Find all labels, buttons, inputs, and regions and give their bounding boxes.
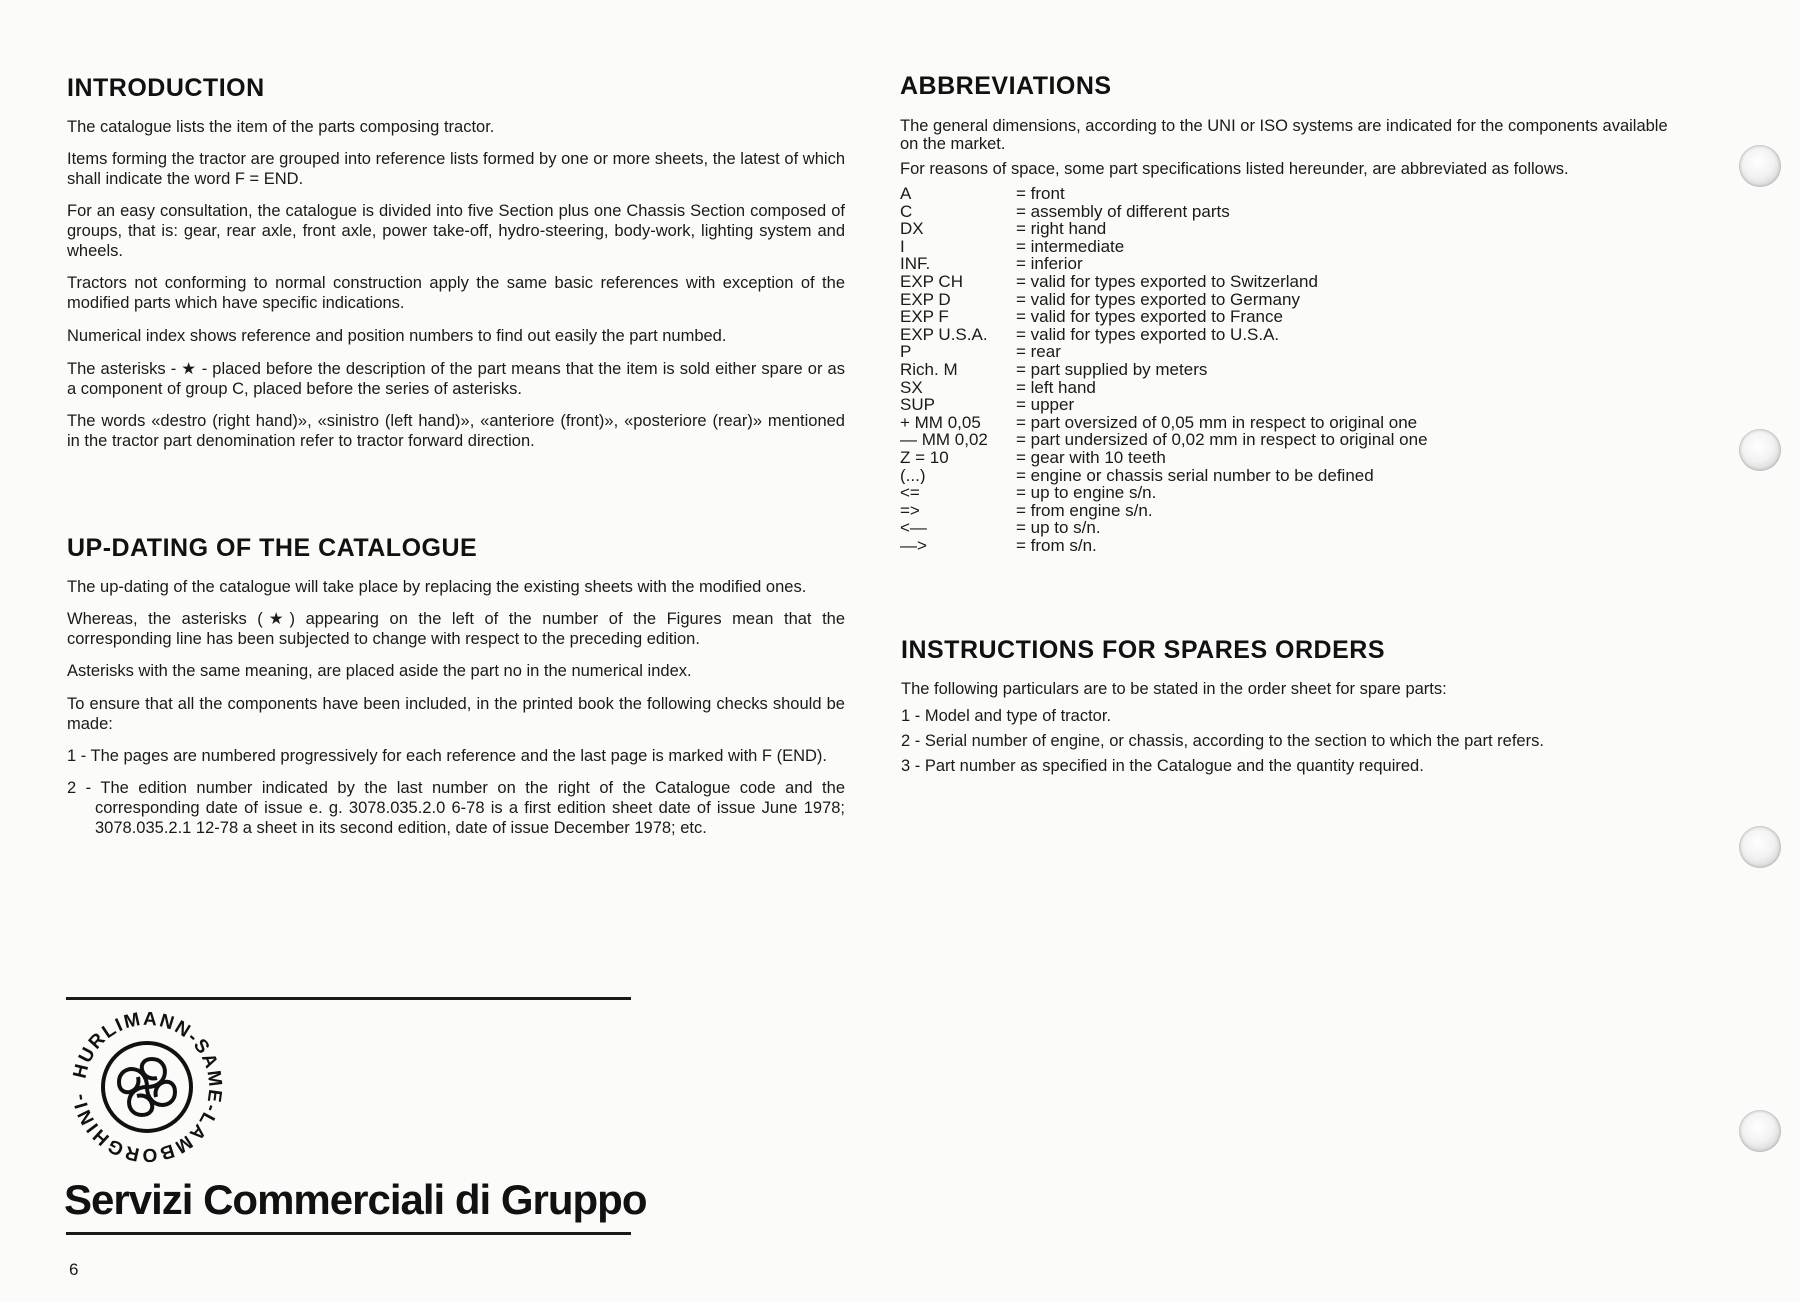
abbreviation-key: DX xyxy=(900,220,924,238)
abbreviation-key: — MM 0,02 xyxy=(900,431,988,449)
abbreviation-value: = from s/n. xyxy=(1016,535,1097,555)
abbreviation-value: = part undersized of 0,02 mm in respect to original one xyxy=(1016,430,1428,450)
abbreviation-value: = front xyxy=(1016,184,1065,203)
abbreviation-key: (...) xyxy=(900,466,926,485)
abbreviation-value: = up to engine s/n. xyxy=(1016,483,1157,503)
paragraph: The words «destro (right hand)», «sinistro (left hand)», «anteriore (front)», «posteriore (rear)» mentioned in the tractor part denomination refer to tractor forward direction. xyxy=(67,412,845,450)
paragraph: Asterisks with the same meaning, are placed aside the part no in the numerical index. xyxy=(67,662,692,680)
abbreviation-row xyxy=(900,326,1680,344)
instructions-heading: INSTRUCTIONS FOR SPARES ORDERS xyxy=(901,636,1386,664)
check-item: 1 - The pages are numbered progressively for each reference and the last page is marked with F (END). xyxy=(67,747,827,765)
logo-emblem-icon xyxy=(103,1043,191,1131)
abbreviation-value: = rear xyxy=(1016,342,1061,362)
abbreviation-key: Rich. M xyxy=(900,360,958,379)
abbreviation-row xyxy=(900,449,1680,467)
abbreviation-value: = engine or chassis serial number to be defined xyxy=(1016,465,1374,485)
abbreviations-section xyxy=(900,72,1680,554)
paragraph: The asterisks - ★ - placed before the description of the part means that the item is sold either spare or as a component of group C, placed before the series of asterisks. xyxy=(67,360,845,398)
instructions-section xyxy=(901,636,1681,776)
abbreviation-value: = gear with 10 teeth xyxy=(1016,447,1166,467)
paragraph: For an easy consultation, the catalogue is divided into five Section plus one Chassis Section composed of groups, that is: gear, rear axle, front axle, power take-off, hydro-steering, body-work, lighting system and wheels. xyxy=(67,202,845,260)
abbreviation-row xyxy=(900,467,1680,485)
binder-hole xyxy=(1739,826,1781,868)
abbreviation-key: EXP CH xyxy=(900,272,963,291)
abbreviation-row xyxy=(900,519,1680,537)
abbreviation-value: = valid for types exported to France xyxy=(1016,307,1283,327)
group-logo xyxy=(62,1004,232,1170)
updating-heading: UP-DATING OF THE CATALOGUE xyxy=(67,534,478,562)
paragraph: Whereas, the asterisks (★) appearing on the left of the number of the Figures mean that the corresponding line has been subjected to change with respect to the preceding edition. xyxy=(67,610,845,648)
order-item: 3 - Part number as specified in the Catalogue and the quantity required. xyxy=(901,757,1424,775)
paragraph: The catalogue lists the item of the parts composing tractor. xyxy=(67,118,495,136)
abbreviations-heading: ABBREVIATIONS xyxy=(900,72,1112,100)
abbreviation-key: A xyxy=(900,185,912,203)
paragraph: Tractors not conforming to normal construction apply the same basic references with exception of the modified parts which have specific indications. xyxy=(67,274,845,312)
abbreviation-key: I xyxy=(900,237,905,256)
abbreviation-row xyxy=(900,291,1680,309)
abbreviation-row xyxy=(900,203,1680,221)
bottom-divider xyxy=(66,1232,631,1235)
logo-ring-text: HURLIMANN-SAME-LAMBORGHINI- xyxy=(69,1008,226,1166)
binder-hole xyxy=(1739,145,1781,187)
company-name: Servizi Commerciali di Gruppo xyxy=(64,1176,647,1223)
abbreviation-row xyxy=(900,273,1680,291)
paragraph: The up-dating of the catalogue will take place by replacing the existing sheets with the modified ones. xyxy=(67,578,807,596)
abbreviation-key: EXP F xyxy=(900,308,949,326)
abbreviation-value: = assembly of different parts xyxy=(1016,201,1230,221)
abbreviation-row xyxy=(900,343,1680,361)
abbreviation-row xyxy=(900,431,1680,449)
abbreviation-value: = valid for types exported to Germany xyxy=(1016,289,1300,309)
abbreviation-row xyxy=(900,220,1680,238)
abbreviation-value: = left hand xyxy=(1016,377,1096,397)
page-number: 6 xyxy=(69,1260,79,1279)
abbreviation-value: = part supplied by meters xyxy=(1016,359,1208,379)
abbreviation-row xyxy=(900,396,1680,414)
introduction-heading: INTRODUCTION xyxy=(67,74,265,102)
abbreviation-key: + MM 0,05 xyxy=(900,413,981,432)
abbreviation-key: SUP xyxy=(900,396,935,414)
paragraph: For reasons of space, some part specifications listed hereunder, are abbreviated as follows. xyxy=(900,160,1569,178)
abbreviation-value: = right hand xyxy=(1016,219,1107,239)
abbreviation-row xyxy=(900,379,1680,397)
paragraph: The general dimensions, according to the UNI or ISO systems are indicated for the components available on the market. xyxy=(900,117,1668,153)
abbreviation-value: = part oversized of 0,05 mm in respect to original one xyxy=(1016,412,1418,432)
top-divider xyxy=(66,997,631,1000)
abbreviation-row xyxy=(900,484,1680,502)
abbreviation-row xyxy=(900,185,1680,203)
order-item: 2 - Serial number of engine, or chassis, according to the section to which the part refers. xyxy=(901,732,1544,750)
abbreviation-value: = valid for types exported to U.S.A. xyxy=(1016,324,1280,344)
abbreviation-row xyxy=(900,255,1680,273)
abbreviation-key: INF. xyxy=(900,255,931,273)
abbreviation-value: = up to s/n. xyxy=(1016,518,1101,538)
abbreviation-key: P xyxy=(900,343,912,361)
paragraph: Items forming the tractor are grouped into reference lists formed by one or more sheets, the latest of which shall indicate the word F = END. xyxy=(67,150,845,188)
abbreviation-value: = valid for types exported to Switzerland xyxy=(1016,271,1318,291)
introduction-section xyxy=(67,74,845,451)
abbreviation-key: —> xyxy=(900,536,927,555)
abbreviation-key: C xyxy=(900,202,913,221)
abbreviation-row xyxy=(900,238,1680,256)
abbreviation-value: = from engine s/n. xyxy=(1016,500,1153,520)
abbreviation-value: = intermediate xyxy=(1016,236,1125,256)
abbreviation-key: SX xyxy=(900,378,923,397)
abbreviation-row xyxy=(900,361,1680,379)
abbreviation-key: <= xyxy=(900,484,920,502)
abbreviation-row xyxy=(900,502,1680,520)
abbreviation-row xyxy=(900,308,1680,326)
binder-hole xyxy=(1739,1110,1781,1152)
abbreviation-key: <— xyxy=(900,519,927,537)
paragraph: The following particulars are to be stated in the order sheet for spare parts: xyxy=(901,680,1447,698)
paragraph: To ensure that all the components have been included, in the printed book the following checks should be made: xyxy=(67,695,845,733)
updating-section xyxy=(67,534,845,838)
abbreviation-value: = inferior xyxy=(1016,254,1083,274)
check-item: 2 - The edition number indicated by the last number on the right of the Catalogue code and the corresponding date of issue e. g. 3078.035.2.0 6-78 is a first edition sheet date of issue June 1978; 3078.035.2.1 12-78 a sheet in its second edition, date of issue December 1978; etc. xyxy=(67,779,845,837)
abbreviation-key: EXP D xyxy=(900,290,951,309)
abbreviation-key: => xyxy=(900,501,920,520)
binder-hole xyxy=(1739,429,1781,471)
abbreviation-row xyxy=(900,537,1680,555)
abbreviation-key: Z = 10 xyxy=(900,448,949,467)
paragraph: Numerical index shows reference and position numbers to find out easily the part numbed. xyxy=(67,327,727,345)
abbreviations-list xyxy=(900,185,1680,554)
order-item: 1 - Model and type of tractor. xyxy=(901,707,1112,725)
abbreviation-key: EXP U.S.A. xyxy=(900,325,988,344)
abbreviation-value: = upper xyxy=(1016,395,1075,415)
abbreviation-row xyxy=(900,414,1680,432)
